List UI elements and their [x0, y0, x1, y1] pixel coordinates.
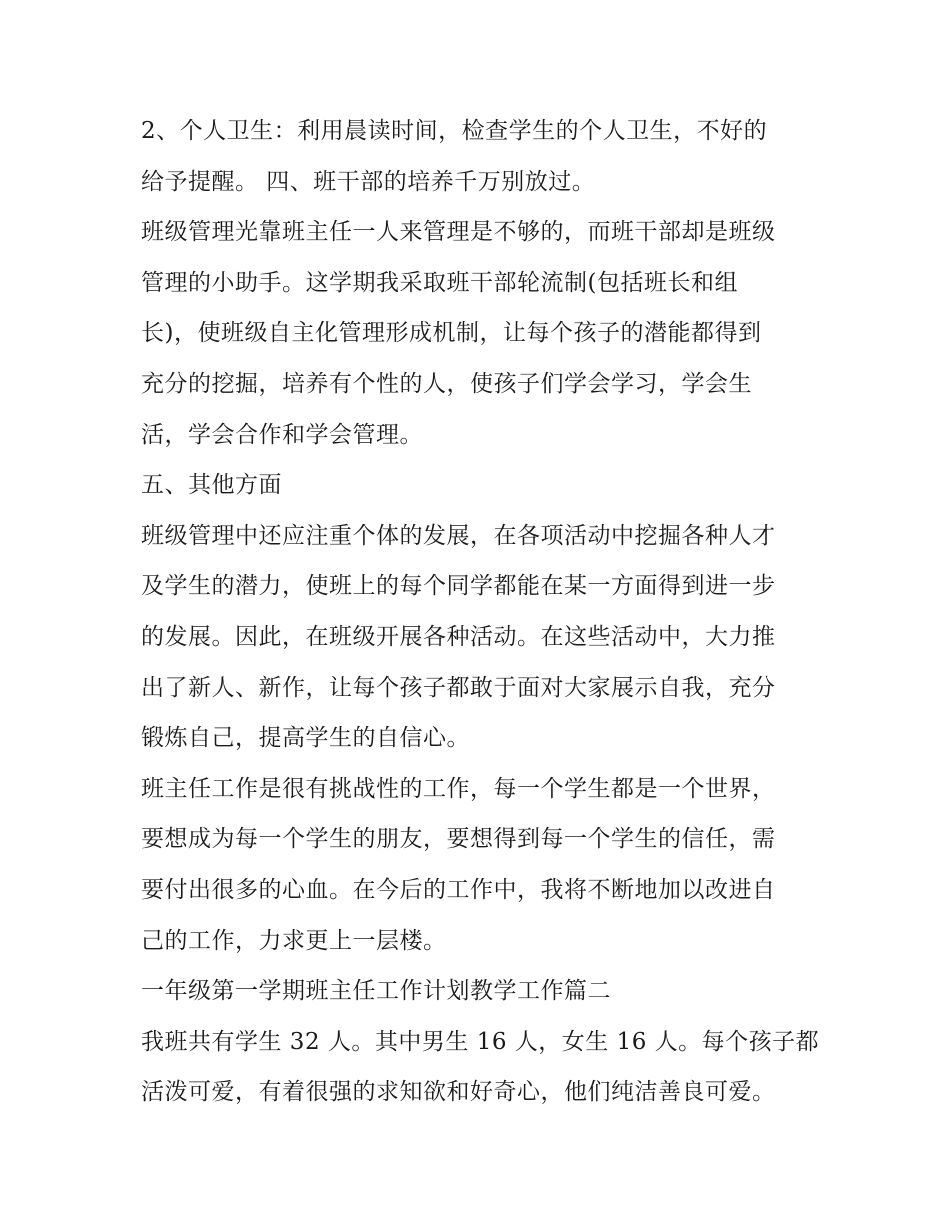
text-line: 锻炼自己，提高学生的自信心。 — [141, 725, 470, 752]
text-line: 长)，使班级自主化管理形成机制，让每个孩子的潜能都得到 — [141, 320, 762, 347]
text-line: 要想成为每一个学生的朋友，要想得到每一个学生的信任，需 — [141, 826, 776, 853]
text-line: 班级管理光靠班主任一人来管理是不够的，而班干部却是班级 — [141, 219, 776, 246]
text-line: 己的工作，力求更上一层楼。 — [141, 927, 447, 954]
section-heading: 五、其他方面 — [141, 472, 282, 499]
document-body — [141, 106, 821, 1118]
article-title: 一年级第一学期班主任工作计划教学工作篇二 — [141, 978, 611, 1005]
text-line: 的发展。因此，在班级开展各种活动。在这些活动中，大力推 — [141, 623, 776, 650]
text-line: 2、个人卫生：利用晨读时间，检查学生的个人卫生，不好的 — [141, 118, 768, 144]
text-line: 活，学会合作和学会管理。 — [141, 421, 423, 448]
text-line: 班级管理中还应注重个体的发展，在各项活动中挖掘各种人才 — [141, 522, 776, 549]
text-line: 充分的挖掘，培养有个性的人，使孩子们学会学习，学会生 — [141, 370, 752, 397]
text-line: 班主任工作是很有挑战性的工作，每一个学生都是一个世界， — [141, 775, 776, 802]
text-line: 要付出很多的心血。在今后的工作中，我将不断地加以改进自 — [141, 876, 776, 903]
text-line: 活泼可爱，有着很强的求知欲和好奇心，他们纯洁善良可爱。 — [141, 1079, 776, 1106]
text-line: 及学生的潜力，使班上的每个同学都能在某一方面得到进一步 — [141, 573, 776, 600]
text-line: 给予提醒。 四、班干部的培养千万别放过。 — [141, 168, 596, 195]
text-line: 管理的小助手。这学期我采取班干部轮流制(包括班长和组 — [141, 269, 738, 296]
text-line: 出了新人、新作，让每个孩子都敢于面对大家展示自我，充分 — [141, 674, 776, 701]
text-line: 我班共有学生 32 人。其中男生 16 人，女生 16 人。每个孩子都 — [141, 1028, 820, 1055]
